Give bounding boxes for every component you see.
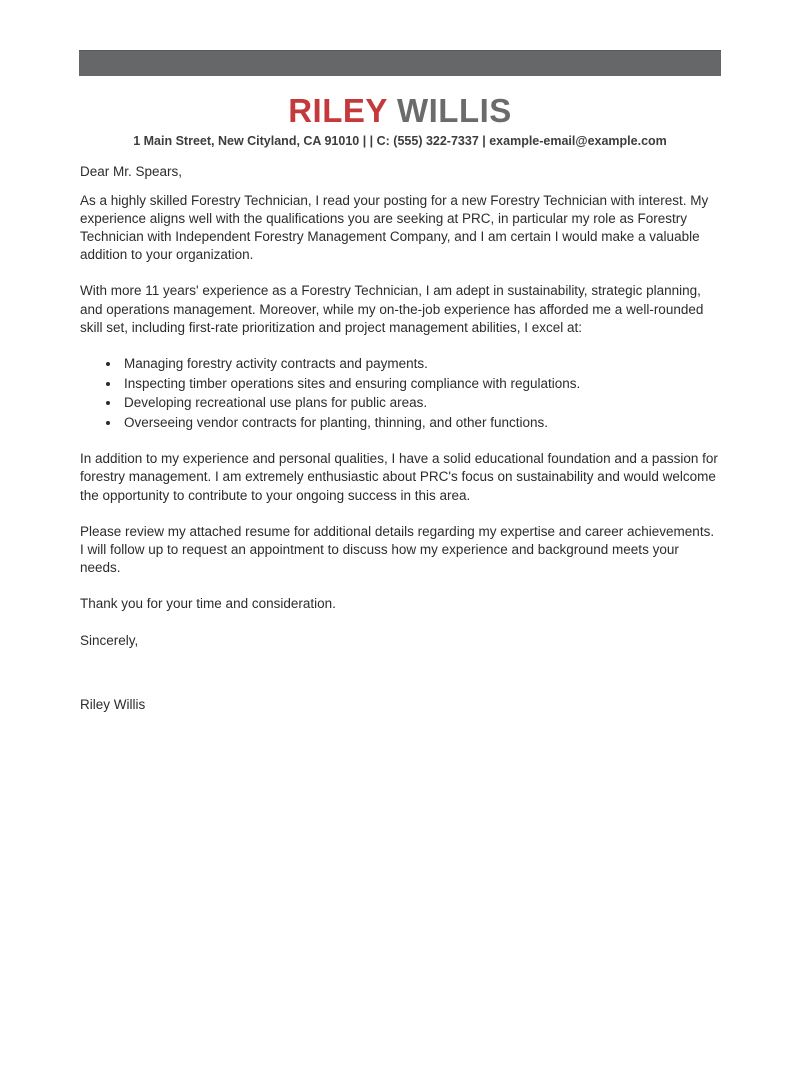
letter-body: [80, 163, 720, 714]
paragraph-education: In addition to my experience and personal qualities, I have a solid educational foundation and a passion for forestry management. I am extremely enthusiastic about PRC's focus on sustainability and would welcome the opportunity to contribute to your ongoing success in this area.: [80, 451, 718, 503]
skills-bullet-list: [80, 355, 720, 432]
page-title: [0, 93, 800, 129]
paragraph-experience: With more 11 years' experience as a Forestry Technician, I am adept in sustainability, strategic planning, and operations management. Moreover, while my on-the-job experience has afforded me a well-rounded skill set, including first-rate prioritization and project management abilities, I excel at:: [80, 283, 704, 335]
bullet-item: • Inspecting timber operations sites and ensuring compliance with regulations.: [121, 375, 720, 393]
bullet-item: • Overseeing vendor contracts for planting, thinning, and other functions.: [121, 414, 720, 432]
last-name-text: WILLIS: [396, 92, 512, 129]
contact-info-line: 1 Main Street, New Cityland, CA 91010 | | C: (555) 322-7337 | example-email@example.com: [133, 134, 667, 149]
valediction: Sincerely,: [80, 632, 139, 648]
paragraph-intro: As a highly skilled Forestry Technician, I read your posting for a new Forestry Technician with interest. My experience aligns well with the qualifications you are seeking at PRC, in particular my role as Forestry Technician with Independent Forestry Management Company, and I am certain I would make a valuable addition to your organization.: [80, 192, 709, 263]
salutation: Dear Mr. Spears,: [80, 164, 183, 180]
header-accent-bar: [79, 50, 721, 76]
cover-letter-page: [0, 50, 800, 1085]
paragraph-resume: Please review my attached resume for additional details regarding my expertise and career achievements. I will follow up to request an appointment to discuss how my experience and background meets your needs.: [80, 523, 715, 576]
signature-name: Riley Willis: [80, 696, 146, 712]
bullet-item: • Managing forestry activity contracts and payments.: [121, 355, 720, 373]
first-name-text: RILEY: [288, 92, 388, 129]
thanks-line: Thank you for your time and consideration.: [80, 596, 336, 612]
bullet-item: • Developing recreational use plans for public areas.: [121, 394, 720, 412]
